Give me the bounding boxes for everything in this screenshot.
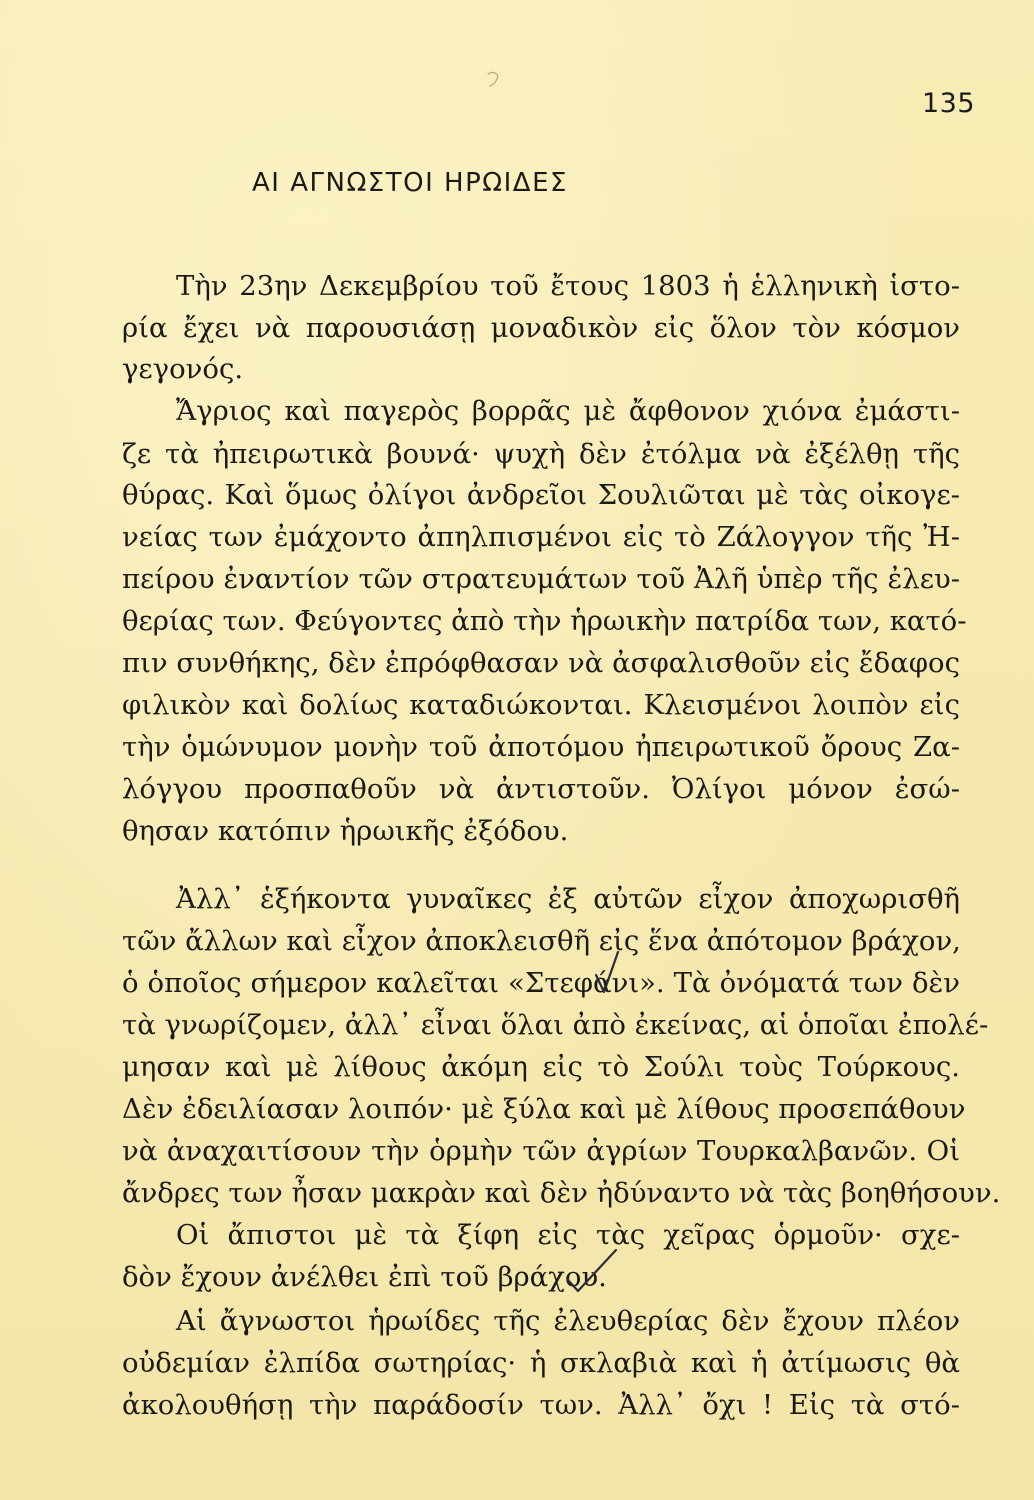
text-line: γεγονός. [122,353,244,385]
text-line: Ἀλλ᾽ ἑξήκοντα γυναῖκες ἐξ αὐτῶν εἶχον ἀποχωρισθῆ [176,883,960,915]
text-line: ἄνδρες των ἦσαν μακρὰν καὶ δὲν ἠδύναντο νὰ τὰς βοηθήσουν. [122,1177,1001,1209]
text-line: νὰ ἀναχαιτίσουν τὴν ὁρμὴν τῶν ἀγρίων Τουρκαλβανῶν. Οἱ [122,1135,960,1167]
pencil-smudge-icon [488,72,498,86]
text-line: Δὲν ἐδειλίασαν λοιπόν· μὲ ξύλα καὶ μὲ λίθους προσεπάθουν [122,1093,966,1125]
text-line: μησαν καὶ μὲ λίθους ἀκόμη εἰς τὸ Σούλι τοὺς Τούρκους. [122,1051,960,1083]
text-line: τὰ γνωρίζομεν, ἀλλ᾽ εἶναι ὅλαι ἀπὸ ἐκείνας, αἱ ὁποῖαι ἐπολέ- [122,1009,989,1041]
text-line: θερίας των. Φεύγοντες ἀπὸ τὴν ἡρωικὴν πατρίδα των, κατό- [122,605,967,637]
text-line: τῶν ἄλλων καὶ εἶχον ἀποκλεισθῆ εἰς ἕνα ἀπότομον βράχον, [122,925,961,957]
text-line: θησαν κατόπιν ἡρωικῆς ἐξόδου. [122,815,569,847]
text-line: ζε τὰ ἠπειρωτικὰ βουνά· ψυχὴ δὲν ἐτόλμα νὰ ἐξέλθῃ τῆς [122,438,960,470]
chapter-title: ΑΙ ΑΓΝΩΣΤΟΙ ΗΡΩΙΔΕΣ [252,168,568,198]
text-line: πιν συνθήκης, δὲν ἐπρόφθασαν νὰ ἀσφαλισθοῦν εἰς ἔδαφος [122,647,960,679]
text-line: ρία ἔχει νὰ παρουσιάσῃ μοναδικὸν εἰς ὅλον τὸν κόσμον [122,312,960,344]
text-line: Οἱ ἄπιστοι μὲ τὰ ξίφη εἰς τὰς χεῖρας ὁρμοῦν· σχε- [176,1219,960,1251]
text-line: νείας των ἐμάχοντο ἀπηλπισμένοι εἰς τὸ Ζάλογγον τῆς Ἠ- [122,521,960,553]
text-line: θύρας. Καὶ ὅμως ὀλίγοι ἀνδρεῖοι Σουλιῶται μὲ τὰς οἰκογε- [122,479,960,511]
text-line: πείρου ἐναντίον τῶν στρατευμάτων τοῦ Ἀλῆ ὑπὲρ τῆς ἐλευ- [122,563,960,595]
text-line: οὐδεμίαν ἐλπίδα σωτηρίας· ἡ σκλαβιὰ καὶ ἡ ἀτίμωσις θὰ [122,1347,960,1379]
text-line: Αἱ ἄγνωστοι ἡρωίδες τῆς ἐλευθερίας δὲν ἔχουν πλέον [176,1305,960,1337]
text-line: δὸν ἔχουν ἀνέλθει ἐπὶ τοῦ βράχου. [122,1261,607,1293]
text-line: ἀκολουθήσῃ τὴν παράδοσίν των. Ἀλλ᾽ ὄχι ! Εἰς τὰ στό- [122,1389,960,1421]
text-line: ὁ ὁποῖος σήμερον καλεῖται «Στεφάνι». Τὰ ὀνόματά των δὲν [122,967,960,999]
text-line: Ἄγριος καὶ παγερὸς βορρᾶς μὲ ἄφθονον χιόνα ἐμάστι- [176,395,960,427]
text-line: τὴν ὁμώνυμον μονὴν τοῦ ἀποτόμου ἠπειρωτικοῦ ὄρους Ζα- [122,731,960,763]
page-number: 135 [922,88,976,119]
text-line: φιλικὸν καὶ δολίως καταδιώκονται. Κλεισμένοι λοιπὸν εἰς [122,689,960,721]
text-line: λόγγου προσπαθοῦν νὰ ἀντιστοῦν. Ὀλίγοι μόνον ἐσώ- [122,773,960,805]
text-line: Τὴν 23ην Δεκεμβρίου τοῦ ἔτους 1803 ἡ ἑλληνικὴ ἱστο- [176,270,960,302]
